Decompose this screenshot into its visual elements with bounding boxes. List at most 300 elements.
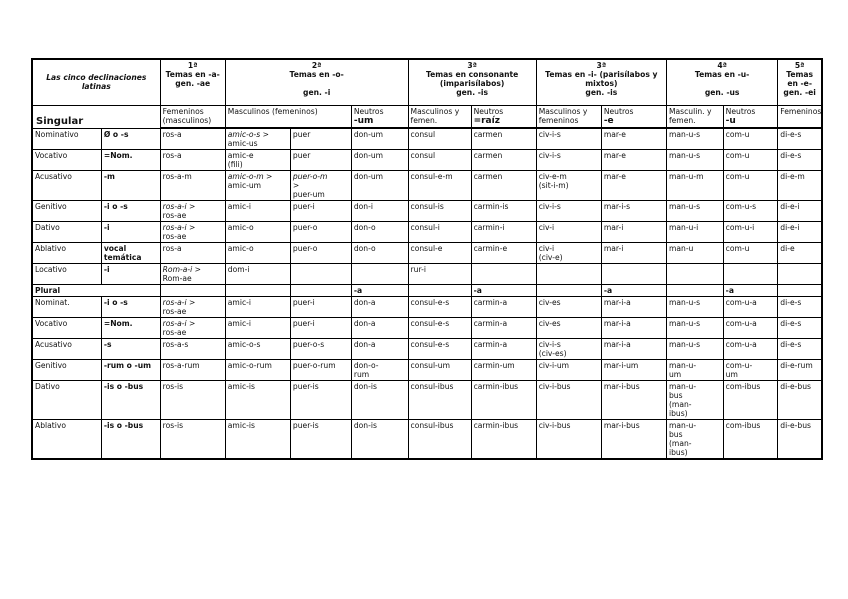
form-cell bbox=[408, 200, 471, 221]
form-cell bbox=[723, 170, 778, 200]
form-text: consul-e-s bbox=[410, 339, 450, 349]
form-text: civ-es bbox=[538, 318, 561, 328]
form-cell bbox=[225, 263, 290, 284]
subheader-mf-4: Masculin. y femen. bbox=[666, 105, 723, 127]
form-text: mar-i-s bbox=[603, 201, 631, 211]
form-cell bbox=[778, 359, 822, 380]
form-cell bbox=[225, 380, 290, 419]
form-text: Rom-a-i > bbox=[162, 264, 201, 274]
form-cell bbox=[408, 359, 471, 380]
form-text: ros-ae bbox=[162, 327, 187, 337]
form-text: civ-es bbox=[538, 297, 561, 307]
form-text: puer-i bbox=[292, 201, 315, 211]
form-cell bbox=[723, 296, 778, 317]
table-row bbox=[32, 317, 822, 338]
form-cell bbox=[601, 200, 666, 221]
table-row bbox=[32, 221, 822, 242]
form-cell bbox=[351, 419, 408, 459]
subheader-masc: Masculinos (femeninos) bbox=[225, 105, 351, 127]
form-text: ros-is bbox=[162, 381, 184, 391]
form-text: carmin-um bbox=[473, 360, 515, 370]
form-cell bbox=[408, 128, 471, 149]
form-cell bbox=[160, 338, 225, 359]
form-cell bbox=[160, 296, 225, 317]
case-label: Ablativo bbox=[32, 242, 101, 263]
form-text: mar-i bbox=[603, 222, 624, 232]
form-cell bbox=[408, 221, 471, 242]
form-cell bbox=[778, 242, 822, 263]
form-cell bbox=[408, 296, 471, 317]
form-text: ros-a bbox=[162, 129, 182, 139]
plural-section-row bbox=[32, 284, 822, 296]
form-cell bbox=[666, 380, 723, 419]
form-cell bbox=[408, 242, 471, 263]
form-text: amic-o-rum bbox=[227, 360, 272, 370]
form-cell bbox=[351, 380, 408, 419]
form-cell bbox=[471, 149, 536, 170]
form-text: carmin-ibus bbox=[473, 420, 519, 430]
form-text: consul-um bbox=[410, 360, 451, 370]
form-text: mar-i-a bbox=[603, 297, 631, 307]
form-cell bbox=[160, 200, 225, 221]
form-cell bbox=[536, 221, 601, 242]
case-ending: -i bbox=[101, 263, 160, 284]
subheader-neut-2: Neutros -um bbox=[351, 105, 408, 127]
form-cell bbox=[601, 380, 666, 419]
form-text: consul-e-s bbox=[410, 318, 450, 328]
form-cell bbox=[225, 296, 290, 317]
form-cell bbox=[351, 128, 408, 149]
form-cell bbox=[601, 359, 666, 380]
form-text: civ-i-um bbox=[538, 360, 570, 370]
form-cell bbox=[666, 317, 723, 338]
form-cell bbox=[351, 359, 408, 380]
form-cell bbox=[351, 242, 408, 263]
form-cell bbox=[778, 380, 822, 419]
form-cell bbox=[351, 170, 408, 200]
form-text: civ-i-s bbox=[538, 129, 561, 139]
form-text: carmen bbox=[473, 171, 503, 181]
form-cell bbox=[351, 200, 408, 221]
form-cell bbox=[601, 170, 666, 200]
form-text: ros-a-i > bbox=[162, 222, 196, 232]
form-cell bbox=[290, 263, 351, 284]
case-ending: =Nom. bbox=[101, 149, 160, 170]
form-cell bbox=[225, 317, 290, 338]
case-ending: -is o -bus bbox=[101, 419, 160, 459]
form-text: (sit-i-m) bbox=[538, 180, 569, 190]
table-row bbox=[32, 359, 822, 380]
form-cell bbox=[778, 338, 822, 359]
form-cell bbox=[471, 200, 536, 221]
case-ending: =Nom. bbox=[101, 317, 160, 338]
form-text: don-a bbox=[353, 318, 376, 328]
form-text: puer-i bbox=[292, 318, 315, 328]
form-text: man-u bbox=[668, 243, 694, 253]
case-label: Locativo bbox=[32, 263, 101, 284]
form-text: di-e-s bbox=[780, 318, 802, 328]
form-cell bbox=[778, 149, 822, 170]
form-text: man-u-s bbox=[668, 318, 701, 328]
form-text: carmen bbox=[473, 129, 503, 139]
form-cell bbox=[471, 242, 536, 263]
form-text: ros-a bbox=[162, 243, 182, 253]
form-text: mar-e bbox=[603, 171, 626, 181]
form-text: (civ-es) bbox=[538, 348, 567, 358]
form-cell bbox=[666, 128, 723, 149]
col-header-2: 2ª Temas en -o- gen. -i bbox=[225, 59, 408, 105]
form-cell bbox=[225, 128, 290, 149]
form-text: ros-a-i > bbox=[162, 201, 196, 211]
form-cell bbox=[601, 128, 666, 149]
form-cell bbox=[225, 419, 290, 459]
form-cell bbox=[601, 296, 666, 317]
form-text: don-o bbox=[353, 243, 376, 253]
form-text: com-u- bbox=[725, 360, 753, 370]
subheader-mf-3c: Masculinos y femen. bbox=[408, 105, 471, 127]
form-text: mar-i-um bbox=[603, 360, 639, 370]
form-text: di-e-s bbox=[780, 129, 802, 139]
form-cell bbox=[536, 263, 601, 284]
form-text: amic-i bbox=[227, 318, 251, 328]
form-text: carmin-is bbox=[473, 201, 509, 211]
form-cell bbox=[778, 296, 822, 317]
form-text: com-u-a bbox=[725, 339, 757, 349]
form-text: ros-a bbox=[162, 150, 182, 160]
col-header-3-cons: 3ª Temas en consonante (imparisílabos) gen. -is bbox=[408, 59, 536, 105]
form-cell bbox=[666, 200, 723, 221]
case-label: Acusativo bbox=[32, 170, 101, 200]
form-cell bbox=[723, 128, 778, 149]
form-text: bus bbox=[668, 390, 683, 400]
form-cell bbox=[351, 221, 408, 242]
table-row bbox=[32, 170, 822, 200]
form-text: consul bbox=[410, 129, 436, 139]
form-text: amic-is bbox=[227, 381, 255, 391]
form-cell bbox=[536, 380, 601, 419]
case-label: Nominat. bbox=[32, 296, 101, 317]
case-ending: -s bbox=[101, 338, 160, 359]
form-text: man-u-s bbox=[668, 129, 701, 139]
form-text: man-u-s bbox=[668, 297, 701, 307]
form-cell bbox=[666, 242, 723, 263]
form-cell bbox=[536, 242, 601, 263]
form-cell bbox=[225, 200, 290, 221]
form-text: amic-o-m > bbox=[227, 171, 273, 181]
form-text: man-u- bbox=[668, 420, 697, 430]
subheader-mf-3i: Masculinos y femeninos bbox=[536, 105, 601, 127]
form-text: bus bbox=[668, 429, 683, 439]
form-text: amic-o bbox=[227, 222, 254, 232]
form-cell bbox=[778, 317, 822, 338]
form-cell bbox=[290, 170, 351, 200]
form-cell bbox=[601, 317, 666, 338]
form-text: ros-a-m bbox=[162, 171, 192, 181]
form-text: carmin-a bbox=[473, 297, 508, 307]
form-cell bbox=[666, 359, 723, 380]
form-cell bbox=[723, 149, 778, 170]
form-cell bbox=[666, 338, 723, 359]
form-text: di-e-s bbox=[780, 150, 802, 160]
table-row bbox=[32, 149, 822, 170]
form-text: um bbox=[725, 369, 738, 379]
form-text: puer-i bbox=[292, 297, 315, 307]
subheader-row bbox=[32, 105, 822, 127]
form-cell bbox=[471, 419, 536, 459]
form-text: carmin-i bbox=[473, 222, 505, 232]
case-ending: -i o -s bbox=[101, 296, 160, 317]
table-row bbox=[32, 380, 822, 419]
form-cell bbox=[723, 359, 778, 380]
subheader-neut-3i: Neutros -e bbox=[601, 105, 666, 127]
form-text: (fili) bbox=[227, 159, 243, 169]
form-cell bbox=[408, 170, 471, 200]
table-row bbox=[32, 296, 822, 317]
case-label: Dativo bbox=[32, 221, 101, 242]
header-row bbox=[32, 59, 822, 105]
form-cell bbox=[601, 149, 666, 170]
form-text: mar-i-bus bbox=[603, 381, 640, 391]
form-text: don-i bbox=[353, 201, 373, 211]
form-cell bbox=[536, 338, 601, 359]
form-text: di-e-i bbox=[780, 222, 800, 232]
form-cell bbox=[536, 317, 601, 338]
form-text: com-u bbox=[725, 129, 750, 139]
form-text: rur-i bbox=[410, 264, 426, 274]
form-cell bbox=[666, 419, 723, 459]
form-text: puer-o-rum bbox=[292, 360, 336, 370]
form-text: don-um bbox=[353, 150, 384, 160]
form-text: di-e-rum bbox=[780, 360, 813, 370]
case-label: Genitivo bbox=[32, 200, 101, 221]
form-text: consul-i bbox=[410, 222, 440, 232]
form-text: di-e-s bbox=[780, 297, 802, 307]
case-label: Ablativo bbox=[32, 419, 101, 459]
form-cell bbox=[408, 380, 471, 419]
form-text: mar-i-bus bbox=[603, 420, 640, 430]
form-text: consul-e-m bbox=[410, 171, 453, 181]
form-text: civ-e-m bbox=[538, 171, 567, 181]
case-ending: -i bbox=[101, 221, 160, 242]
form-text: dom-i bbox=[227, 264, 250, 274]
form-text: di-e-s bbox=[780, 339, 802, 349]
form-text: ros-is bbox=[162, 420, 184, 430]
table-row bbox=[32, 242, 822, 263]
form-text: don-o bbox=[353, 222, 376, 232]
form-cell bbox=[160, 419, 225, 459]
form-text: ros-ae bbox=[162, 231, 187, 241]
form-cell bbox=[666, 296, 723, 317]
form-text: com-u bbox=[725, 150, 750, 160]
table-row bbox=[32, 200, 822, 221]
form-text: puer bbox=[292, 129, 311, 139]
form-text: consul-is bbox=[410, 201, 444, 211]
form-cell bbox=[290, 221, 351, 242]
case-label: Acusativo bbox=[32, 338, 101, 359]
form-text: don-a bbox=[353, 297, 376, 307]
form-text: carmin-e bbox=[473, 243, 508, 253]
form-cell bbox=[225, 170, 290, 200]
form-cell bbox=[601, 419, 666, 459]
table-title: Las cinco declinaciones latinas bbox=[32, 59, 160, 105]
form-text: civ-i-s bbox=[538, 201, 561, 211]
form-text: amic-o-s bbox=[227, 339, 261, 349]
form-cell bbox=[778, 170, 822, 200]
form-text: amic-um bbox=[227, 180, 262, 190]
form-cell bbox=[723, 221, 778, 242]
form-cell bbox=[160, 170, 225, 200]
form-cell bbox=[471, 263, 536, 284]
form-text: com-u-a bbox=[725, 318, 757, 328]
form-cell bbox=[723, 200, 778, 221]
form-cell bbox=[351, 338, 408, 359]
form-cell bbox=[408, 149, 471, 170]
form-cell bbox=[536, 296, 601, 317]
form-text: ros-a-s bbox=[162, 339, 189, 349]
form-text: carmin-ibus bbox=[473, 381, 519, 391]
col-header-3-i: 3ª Temas en -i- (parisílabos y mixtos) gen. -is bbox=[536, 59, 666, 105]
form-text: puer-is bbox=[292, 381, 319, 391]
form-cell bbox=[778, 200, 822, 221]
form-cell bbox=[471, 317, 536, 338]
form-text: consul-ibus bbox=[410, 420, 454, 430]
form-cell bbox=[536, 359, 601, 380]
plural-neuter-4: -a bbox=[723, 284, 778, 296]
form-text: don-a bbox=[353, 339, 376, 349]
plural-neuter-3i: -a bbox=[601, 284, 666, 296]
form-cell bbox=[536, 149, 601, 170]
section-singular: Singular bbox=[36, 115, 84, 127]
form-cell bbox=[778, 221, 822, 242]
form-cell bbox=[471, 380, 536, 419]
form-text: amic-e bbox=[227, 150, 254, 160]
form-text: man-u- bbox=[668, 381, 697, 391]
form-cell bbox=[290, 296, 351, 317]
form-cell bbox=[160, 359, 225, 380]
form-cell bbox=[778, 419, 822, 459]
form-text: com-u bbox=[725, 171, 750, 181]
form-text: com-u-a bbox=[725, 297, 757, 307]
form-cell bbox=[290, 317, 351, 338]
form-text: civ-i bbox=[538, 222, 555, 232]
form-cell bbox=[290, 242, 351, 263]
form-text: (man- bbox=[668, 399, 692, 409]
form-cell bbox=[351, 317, 408, 338]
form-cell bbox=[351, 296, 408, 317]
form-text: (civ-e) bbox=[538, 252, 563, 262]
form-text: don-o- bbox=[353, 360, 379, 370]
form-text: puer-is bbox=[292, 420, 319, 430]
form-text: carmin-a bbox=[473, 339, 508, 349]
form-cell bbox=[778, 263, 822, 284]
form-text: man-u- bbox=[668, 360, 697, 370]
form-cell bbox=[723, 242, 778, 263]
case-label: Nominativo bbox=[32, 128, 101, 149]
form-text: consul-e bbox=[410, 243, 443, 253]
form-cell bbox=[225, 242, 290, 263]
case-ending: -is o -bus bbox=[101, 380, 160, 419]
form-cell bbox=[290, 128, 351, 149]
form-text: civ-i-s bbox=[538, 150, 561, 160]
plural-neuter-3c: -a bbox=[471, 284, 536, 296]
form-text: man-u-s bbox=[668, 201, 701, 211]
form-cell bbox=[536, 419, 601, 459]
case-ending: -rum o -um bbox=[101, 359, 160, 380]
case-label: Vocativo bbox=[32, 317, 101, 338]
form-text: amic-us bbox=[227, 138, 258, 148]
form-text: don-is bbox=[353, 420, 377, 430]
form-text: puer-o-m bbox=[292, 171, 328, 181]
form-text: mar-i-a bbox=[603, 339, 631, 349]
form-text: amic-i bbox=[227, 201, 251, 211]
form-text: di-e-bus bbox=[780, 420, 811, 430]
subheader-neut-3c: Neutros =raíz bbox=[471, 105, 536, 127]
form-text: man-u-s bbox=[668, 150, 701, 160]
form-text: com-u bbox=[725, 243, 750, 253]
declension-table bbox=[31, 58, 823, 460]
section-plural: Plural bbox=[32, 284, 160, 296]
table-row bbox=[32, 263, 822, 284]
form-text: ibus) bbox=[668, 447, 688, 457]
form-cell bbox=[601, 263, 666, 284]
form-text: carmen bbox=[473, 150, 503, 160]
form-text: puer-o-s bbox=[292, 339, 325, 349]
col-header-5: 5ª Temas en -e- gen. -ei bbox=[778, 59, 822, 105]
form-cell bbox=[290, 338, 351, 359]
form-cell bbox=[471, 296, 536, 317]
form-text: amic-o-s > bbox=[227, 129, 269, 139]
form-text: civ-i-bus bbox=[538, 381, 571, 391]
form-text: ibus) bbox=[668, 408, 688, 418]
form-cell bbox=[290, 380, 351, 419]
form-cell bbox=[160, 317, 225, 338]
form-text: um bbox=[668, 369, 682, 379]
col-header-1: 1ª Temas en -a- gen. -ae bbox=[160, 59, 225, 105]
form-text: carmin-a bbox=[473, 318, 508, 328]
form-text: civ-i bbox=[538, 243, 555, 253]
form-text: mar-e bbox=[603, 150, 626, 160]
form-text: civ-i-bus bbox=[538, 420, 571, 430]
form-cell bbox=[351, 263, 408, 284]
form-cell bbox=[408, 419, 471, 459]
form-text: don-um bbox=[353, 129, 384, 139]
subheader-fem-5: Femeninos bbox=[778, 105, 822, 127]
form-cell bbox=[471, 221, 536, 242]
form-cell bbox=[666, 263, 723, 284]
form-text: amic-o bbox=[227, 243, 254, 253]
form-cell bbox=[723, 317, 778, 338]
form-cell bbox=[471, 338, 536, 359]
form-cell bbox=[471, 128, 536, 149]
table-row bbox=[32, 419, 822, 459]
form-cell bbox=[160, 221, 225, 242]
form-cell bbox=[225, 221, 290, 242]
form-text: com-u-i bbox=[725, 222, 755, 232]
form-cell bbox=[290, 419, 351, 459]
form-cell bbox=[408, 338, 471, 359]
form-text: (man- bbox=[668, 438, 692, 448]
form-text: com-ibus bbox=[725, 381, 761, 391]
form-text: di-e bbox=[780, 243, 795, 253]
form-text: mar-i-a bbox=[603, 318, 631, 328]
form-cell bbox=[601, 242, 666, 263]
form-cell bbox=[666, 221, 723, 242]
form-text: don-um bbox=[353, 171, 384, 181]
form-text: ros-a-i > bbox=[162, 297, 196, 307]
form-cell bbox=[290, 200, 351, 221]
form-cell bbox=[225, 359, 290, 380]
form-text: di-e-bus bbox=[780, 381, 811, 391]
